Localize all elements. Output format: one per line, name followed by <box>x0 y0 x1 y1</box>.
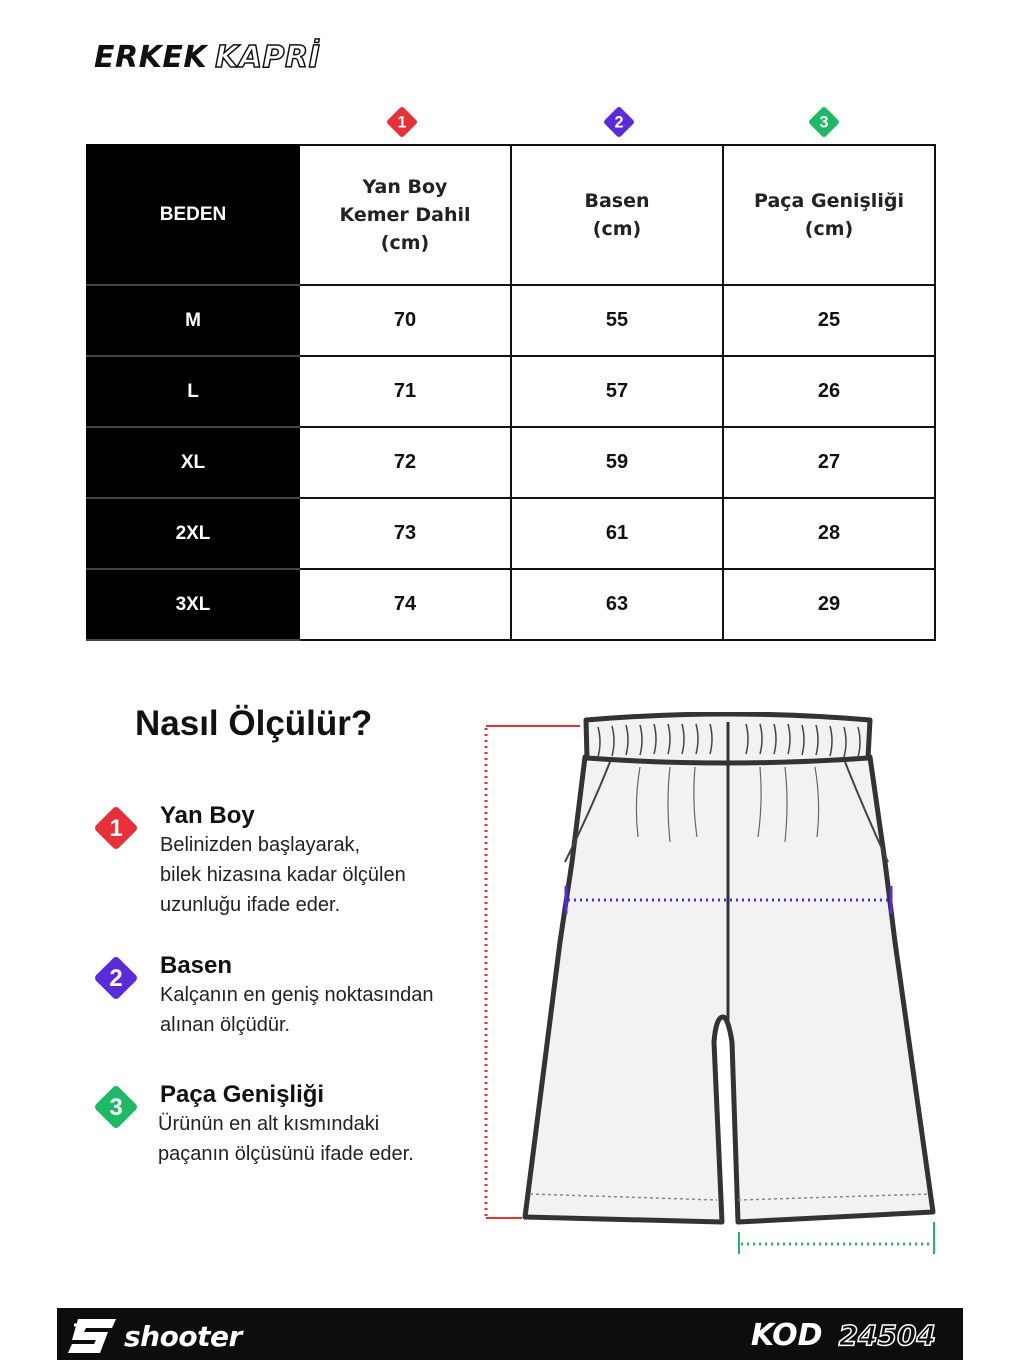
badge-1-icon <box>383 103 421 141</box>
basen-value: 63 <box>511 569 723 640</box>
paca-value: 28 <box>723 498 935 569</box>
table-row <box>87 569 935 640</box>
basen-value: 57 <box>511 356 723 427</box>
step-1-icon <box>90 802 142 854</box>
step-paca <box>90 1081 470 1171</box>
step-3-desc: Ürünün en alt kısmındaki paçanın ölçüsünü ifade eder. <box>158 1113 414 1165</box>
paca-value: 27 <box>723 427 935 498</box>
product-code <box>751 1314 936 1356</box>
paca-value: 25 <box>723 285 935 356</box>
step-yan-boy <box>90 802 470 922</box>
table-row <box>87 427 935 498</box>
header-yan-boy-line3: (cm) <box>380 232 430 254</box>
header-paca-line1: Paça Genişliği <box>754 190 904 212</box>
step-2-desc: Kalçanın en geniş noktasından alınan ölçüdür. <box>160 984 434 1036</box>
size-label: L <box>87 356 299 427</box>
header-basen-line1: Basen <box>584 190 650 212</box>
header-paca <box>723 145 935 285</box>
size-label: 2XL <box>87 498 299 569</box>
step-1-number: 1 <box>109 815 123 842</box>
header-beden: BEDEN <box>87 145 299 285</box>
size-label: 3XL <box>87 569 299 640</box>
header-yan-boy-line2: Kemer Dahil <box>339 204 471 226</box>
size-label: M <box>87 285 299 356</box>
kod-value: 24504 <box>838 1318 936 1352</box>
yan-boy-value: 71 <box>299 356 511 427</box>
page-title <box>94 40 320 75</box>
size-label: XL <box>87 427 299 498</box>
yan-boy-value: 70 <box>299 285 511 356</box>
kod-label: KOD <box>750 1317 823 1353</box>
badge-3-icon <box>805 103 843 141</box>
shooter-logo-icon <box>66 1315 120 1357</box>
step-2-number: 2 <box>109 965 123 992</box>
badge-2-number: 2 <box>614 113 624 132</box>
header-yan-boy <box>299 145 511 285</box>
title-part-kapri: KAPRİ <box>215 40 321 75</box>
step-1-desc: Belinizden başlayarak, bilek hizasına kadar ölçülen uzunluğu ifade eder. <box>160 834 406 916</box>
brand-name: shooter <box>124 1319 242 1353</box>
step-2-title: Basen <box>160 952 233 979</box>
yan-boy-value: 73 <box>299 498 511 569</box>
shorts-measurement-diagram <box>480 712 940 1262</box>
paca-value: 29 <box>723 569 935 640</box>
step-3-title: Paça Genişliği <box>160 1081 325 1108</box>
shorts-illustration <box>480 712 940 1262</box>
step-basen <box>90 952 470 1042</box>
basen-value: 59 <box>511 427 723 498</box>
paca-value: 26 <box>723 356 935 427</box>
brand-logo <box>66 1314 242 1358</box>
how-to-measure-title: Nasıl Ölçülür? <box>135 704 373 743</box>
header-yan-boy-line1: Yan Boy <box>362 176 448 198</box>
badge-1-number: 1 <box>397 113 407 132</box>
badge-2-icon <box>600 103 638 141</box>
step-1-title: Yan Boy <box>160 802 255 829</box>
badge-3-number: 3 <box>819 113 829 132</box>
basen-value: 61 <box>511 498 723 569</box>
yan-boy-value: 74 <box>299 569 511 640</box>
size-table <box>86 144 936 641</box>
header-basen <box>511 145 723 285</box>
step-3-icon <box>90 1081 142 1133</box>
table-row <box>87 285 935 356</box>
table-header-row <box>87 145 935 285</box>
title-part-erkek: ERKEK <box>94 40 208 75</box>
header-basen-line2: (cm) <box>592 218 642 240</box>
table-row <box>87 498 935 569</box>
header-paca-line2: (cm) <box>804 218 854 240</box>
basen-value: 55 <box>511 285 723 356</box>
step-2-icon <box>90 952 142 1004</box>
table-row <box>87 356 935 427</box>
step-3-number: 3 <box>109 1094 123 1121</box>
yan-boy-value: 72 <box>299 427 511 498</box>
